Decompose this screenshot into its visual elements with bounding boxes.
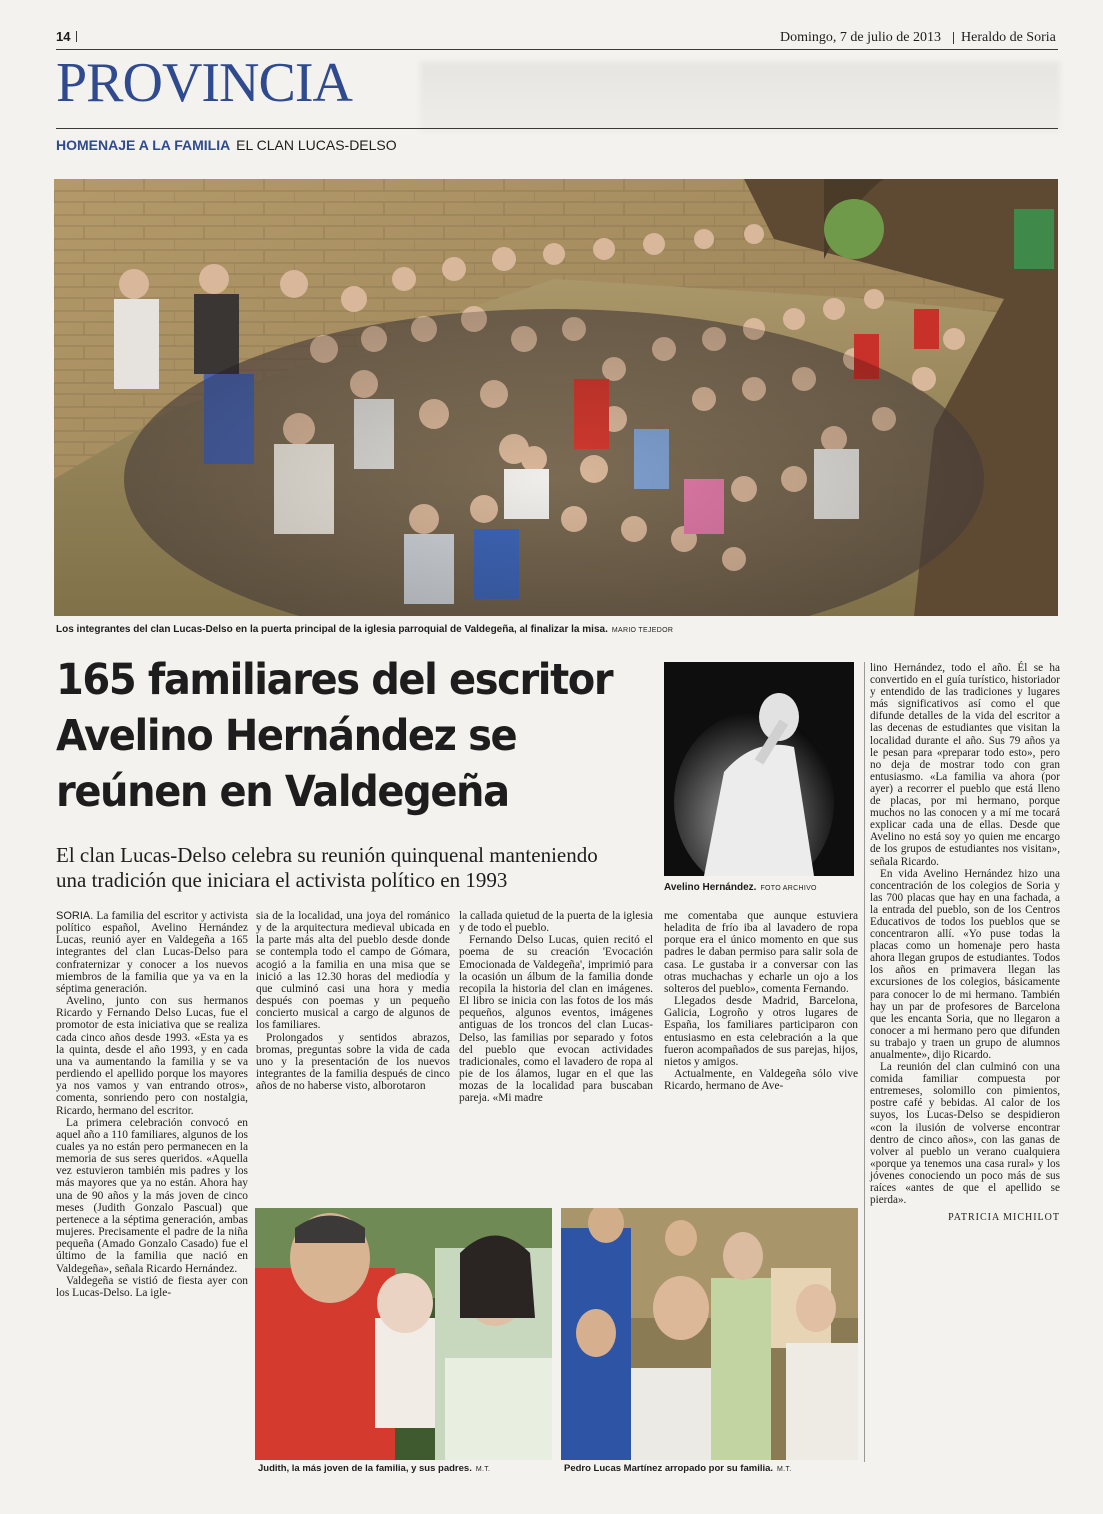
- article-column-1: [56, 910, 248, 1299]
- portrait-photo: [664, 662, 854, 876]
- dateline: Domingo, 7 de julio de 2013: [780, 30, 941, 45]
- dateline-lead: SORIA.: [56, 910, 94, 922]
- kicker-topic: EL CLAN LUCAS-DELSO: [236, 137, 397, 153]
- headline-line-2: Avelino Hernández se: [56, 711, 517, 761]
- subheadline-line-2: una tradición que iniciara el activista político en 1993: [56, 868, 508, 892]
- article-paragraph: Actualmente, en Valdegeña sólo vive Ricardo, hermano de Ave-: [664, 1068, 858, 1093]
- header-separator: [953, 32, 954, 44]
- main-photo-caption-text: Los integrantes del clan Lucas-Delso en la puerta principal de la iglesia parroquial de Valdegeña, al finalizar la misa.: [56, 624, 608, 635]
- section-rule: [56, 128, 1058, 129]
- judith-credit: M.T.: [475, 1466, 491, 1473]
- headline-line-3: reúnen en Valdegeña: [56, 767, 509, 817]
- group-photo-illustration: [54, 179, 1058, 616]
- pedro-illustration: [561, 1208, 858, 1460]
- article-paragraph: En vida Avelino Hernández hizo una concentración de los colegios de Soria y las 700 placas que hay en una fachada, a la entrada del pueblo, son de los Centros Educativos de todos los pueblos que se concentraron allí. «Yo puse todas la placas como un homenaje pero hasta ahora llegan grupos de estudiantes. Todos los años en primavera llegan las excursiones de los colegios, básicamente para conocer lo de mi hermano. También hay un par de profesores de Barcelona que les encanta Soria, que no llegaron a conocer a mi hermano pero que difunden su trabajo y traen un grupo de alumnos anualmente», dijo Ricardo.: [870, 867, 1060, 1061]
- article-column-3: [459, 910, 653, 1105]
- subheadline: [56, 843, 598, 893]
- article-column-4: [664, 910, 858, 1092]
- column-rule: [864, 662, 865, 1462]
- article-paragraph: Llegados desde Madrid, Barcelona, Galicia, Logroño y otros lugares de España, los familiares participaron con entusiasmo en esta celebración a la que fueron acompañados de sus parejas, hijos, nietos y amigos.: [664, 995, 858, 1068]
- judith-caption: [258, 1463, 490, 1474]
- article-paragraph: Prolongados y sentidos abrazos, bromas, preguntas sobre la vida de cada uno y la presentación de los nuevos integrantes de la familia después de cinco años de no haberse visto, alborotaron: [256, 1031, 450, 1093]
- headline: [56, 652, 612, 820]
- header-separator: [76, 31, 77, 42]
- portrait-caption: [664, 882, 817, 893]
- show-through-shadow: [420, 62, 1060, 132]
- article-paragraph: Fernando Delso Lucas, quien recitó el poema de su creación 'Evocación Emocionada de Valdegeña', imprimió para la ocasión un álbum de la familia donde recopila la historia del clan en imágenes. El libro se inicia con las fotos de los más pequeños, algunos eventos, imágenes antiguas de los troncos del clan Lucas-Delso, las familias por separado y fotos del pueblo que evocan actividades tradicionales, como el lavadero de ropa al pie de los álamos, lugar en el que las mozas de la localidad para buscaban pareja. «Mi madre: [459, 934, 653, 1105]
- article-paragraph: La reunión del clan culminó con una comida familiar compuesta por entremeses, solomillo con pimientos, postre café y bebidas. Al calor de los suyos, los Lucas-Delso se despidieron «con la ilusión de volverse encontrar dentro de cinco años», con las ganas de volver al pueblo un verano cualquiera «porque ya tenemos una casa rural» y los jóvenes conociendo un poco más de sus raíces «antes de que el apellido se pierda».: [870, 1061, 1060, 1207]
- article-column-2: [256, 910, 450, 1092]
- article-paragraph: la callada quietud de la puerta de la iglesia y de todo el pueblo.: [459, 910, 653, 935]
- headline-line-1: 165 familiares del escritor: [56, 655, 613, 705]
- main-photo: [54, 179, 1058, 616]
- portrait-credit: FOTO ARCHIVO: [760, 885, 817, 892]
- portrait-caption-text: Avelino Hernández.: [664, 882, 757, 893]
- subheadline-line-1: El clan Lucas-Delso celebra su reunión quinquenal manteniendo: [56, 843, 598, 867]
- article-paragraph: me comentaba que aunque estuviera heladita de frío iba al lavadero de ropa porque era el único momento en que sus padres le daban permiso para salir sola de casa. Le gustaba ir a conversar con las otras muchachas y echarle un ojo a los solteros del pueblo», comenta Fernando.: [664, 910, 858, 995]
- portrait-illustration: [664, 662, 854, 876]
- article-paragraph: [56, 910, 248, 995]
- article-column-5: [870, 662, 1060, 1224]
- pedro-photo: [561, 1208, 858, 1460]
- article-text: La familia del escritor y activista político español, Avelino Hernández Lucas, reunió ayer en Valdegeña a 165 integrantes del clan Lucas-Delso para confraternizar y conocer a los nuevos miembros de la familia que ya va en la séptima generación.: [56, 910, 248, 995]
- page-number: 14: [56, 29, 71, 44]
- article-paragraph: La primera celebración convocó en aquel año a 110 familiares, algunos de los cuales ya no están pero permanecen en la memoria de sus seres queridos. «Aquella vez estuvieron también mis padres y los más mayores que ya no están. Ahora hay una de 90 años y la más joven de cinco meses (Judith Gonzalo Pascual) que pertenece a la séptima generación, ambas mujeres. Precisamente el padre de la niña pequeña (Amado Gonzalo Casado) fue el último de la familia que nació en Valdegeña», señala Ricardo Hernández.: [56, 1116, 248, 1275]
- main-photo-caption: [56, 624, 673, 635]
- kicker: [56, 137, 397, 153]
- paper-name: Heraldo de Soria: [961, 30, 1056, 45]
- article-paragraph: Avelino, junto con sus hermanos Ricardo y Fernando Delso Lucas, fue el promotor de esta iniciativa que se realiza cada cinco años desde 1993. «Esta ya es la quinta, desde el año 1993, y en cada una va aumentando la familia y se va perdiendo el apellido porque los mayores ya nos vamos y van entrando otros», comenta, sonriendo pero con nostalgia, Ricardo, hermano del escritor.: [56, 995, 248, 1117]
- judith-caption-text: Judith, la más joven de la familia, y sus padres.: [258, 1463, 472, 1474]
- kicker-label: HOMENAJE A LA FAMILIA: [56, 137, 231, 153]
- judith-illustration: [255, 1208, 552, 1460]
- article-paragraph: Valdegeña se vistió de fiesta ayer con los Lucas-Delso. La igle-: [56, 1274, 248, 1299]
- section-title: PROVINCIA: [56, 52, 352, 114]
- byline: PATRICIA MICHILOT: [948, 1212, 1060, 1224]
- article-paragraph: sia de la localidad, una joya del románico y de la arquitectura medieval ubicada en la parte más alta del pueblo desde donde se contempla todo el campo de Gómara, acogió a la familia en una misa que se inició a las 12.30 horas del mediodía y que culminó casi una hora y media después con poemas y un pequeño concierto musical a cargo de algunos de los familiares.: [256, 910, 450, 1032]
- main-photo-credit: MARIO TEJEDOR: [611, 627, 674, 634]
- pedro-credit: M.T.: [777, 1466, 792, 1473]
- pedro-caption: [564, 1463, 791, 1474]
- pedro-caption-text: Pedro Lucas Martínez arropado por su familia.: [564, 1463, 774, 1474]
- judith-photo: [255, 1208, 552, 1460]
- article-paragraph: lino Hernández, todo el año. Él se ha convertido en el guía turístico, historiador y entendido de las tradiciones y lugares más significativos así como el que difunde detalles de la vida del escritor a las decenas de estudiantes que visitan la localidad durante el año. Sus 79 años ya le pesan para «preparar todo esto», pero no deja de mostrar todo con gran entusiasmo. «La familia va ahora (por ayer) a recorrer el pueblo que está lleno de placas, por mi hermano, porque muchos no las conocen y a mí me tocará explicar cada una de ellas. Desde que Avelino no está soy yo quien me encargo de los grupos de estudiantes nos visitan», señala Ricardo.: [870, 662, 1060, 868]
